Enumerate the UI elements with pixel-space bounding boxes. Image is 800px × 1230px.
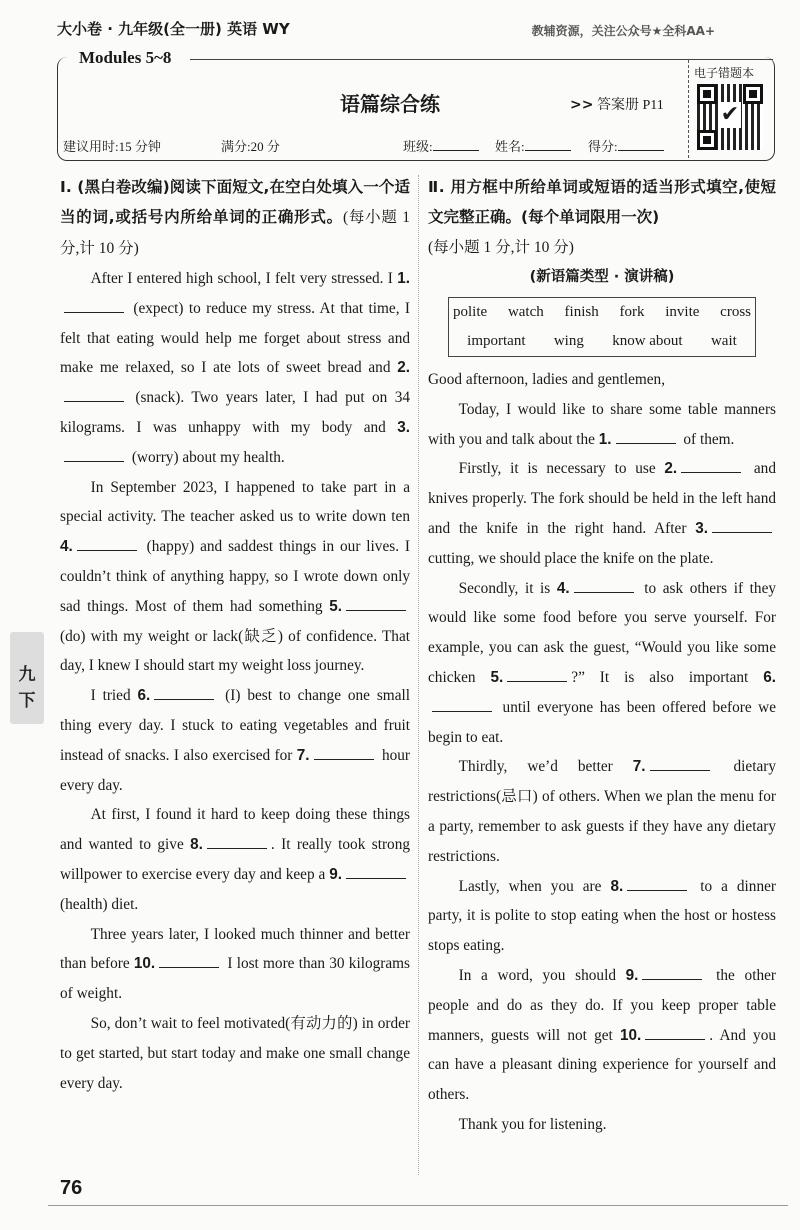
qr-finder-icon [743,84,763,104]
answer-blank[interactable] [712,518,772,533]
section-2-title: Ⅱ. 用方框中所给单词或短语的适当形式填空,使短文完整正确。(每个单词限用一次) [428,178,776,226]
blank-number: 9. [329,865,342,883]
paragraph [60,920,410,1009]
qr-label: 电子错题本 [694,66,755,80]
paragraph [428,872,776,961]
passage-text: ?” It is also important [571,668,764,686]
column-divider [418,175,419,1175]
answer-blank[interactable] [645,1025,705,1040]
passage-text: I lost more than 30 kilograms of weight. [60,955,410,1003]
answer-blank[interactable] [77,536,137,551]
full-score: 满分:20 分 [221,139,280,154]
book-title: 大小卷 · 九年级(全一册) 英语 WY [57,20,290,38]
answer-reference [570,94,664,114]
section-1 [60,172,410,1098]
passage-text: and knives properly. The fork should be held in the left hand and the knife in the right hand. After [428,460,776,537]
grade-side-tab-label: 九下 [18,665,36,711]
passage-text: Three years later, I looked much thinner and better than before [60,925,410,973]
word-bank-item: important [467,333,526,349]
passage-text: Thank you for listening. [458,1115,607,1133]
score-label: 得分: [588,139,618,154]
blank-number: 7. [296,746,310,764]
word-bank-item: finish [564,304,599,320]
word-bank-item: know about [612,333,683,349]
passage-text: to a dinner party, it is polite to stop eating when the host or hostess stops eating. [428,877,776,955]
passage-text: until everyone has been offered before we begin to eat. [428,698,776,746]
passage-text: In a word, you should [458,966,626,984]
answer-blank[interactable] [432,697,492,712]
page-number: 76 [60,1177,83,1199]
word-bank-item: polite [453,304,488,320]
name-field[interactable] [525,138,571,151]
answer-blank[interactable] [154,685,214,700]
passage-text: I tried [90,687,138,705]
unit-label: Modules 5~8 [73,48,177,68]
passage-text: cutting, we should place the knife on the plate. [428,549,714,567]
paragraph [60,264,410,473]
section-1-points: (每小题 1 分,计 10 分) [60,209,411,257]
blank-number: 6. [137,687,151,705]
passage-text: (snack). Two years later, I had put on 34 kilograms. I was unhappy with my body and [60,389,410,436]
blank-number: 5. [329,597,342,615]
passage-text: to ask others if they would like some food before you serve yourself. For example, you can ask the guest, “Would you like some chicken [428,579,777,686]
blank-number: 3. [397,418,410,436]
passage-text: hour every day. [60,746,410,794]
blank-number: 2. [397,359,410,377]
blank-number: 10. [620,1026,642,1044]
paragraph [428,961,776,1110]
blank-number: 9. [625,966,639,984]
suggested-time: 建议用时:15 分钟 [63,139,161,154]
blank-number: 5. [490,668,504,686]
banner-divider [190,59,773,60]
blank-number: 6. [763,668,776,686]
section-2-points: (每小题 1 分,计 10 分) [428,239,574,256]
passage-text: Secondly, it is [458,579,557,597]
passage-text: the other people and do as they do. If you keep proper table manners, guests will not get [428,966,776,1044]
answer-blank[interactable] [507,667,567,682]
word-bank-item: invite [665,304,700,320]
section-2-passage [428,395,776,1140]
page-title: 语篇综合练 [340,92,440,116]
answer-blank[interactable] [574,578,634,593]
qr-finder-icon [697,130,717,150]
passage-text: (happy) and saddest things in our lives. I couldn’t think of anything happy, so I wrote down only sad things. Most of them had something [60,538,410,615]
section-2-instructions [428,172,776,263]
paragraph [60,800,410,919]
passage-text: (do) with my weight or lack(缺乏) of confidence. That day, I knew I should start my weight loss journey. [60,627,410,675]
section-1-title: Ⅰ. (黑白卷改编)阅读下面短文,在空白处填入一个适当的词,或括号内所给单词的正确形式。 [60,178,410,226]
passage-text: Thirdly, we’d better [458,758,633,776]
qr-finder-icon [697,84,717,104]
paragraph [428,454,776,573]
word-bank-item: wing [553,333,584,349]
word-bank-item: cross [720,304,751,320]
word-bank-item: watch [507,304,544,320]
paragraph [428,395,776,455]
answer-blank[interactable] [681,458,741,473]
section-2 [428,172,776,1140]
passage-text: of them. [679,430,735,448]
answer-blank[interactable] [346,864,406,879]
blank-number: 10. [133,955,156,973]
blank-number: 4. [556,579,570,597]
passage-text: So, don’t wait to feel motivated(有动力的) in order to get started, but start today and make one small change every day. [60,1014,410,1092]
paragraph [428,752,776,871]
blank-number: 1. [397,270,410,287]
passage-text: . And you can have a pleasant dining experience for yourself and others. [428,1026,777,1104]
passage-text: Today, I would like to share some table manners with you and talk about the [428,400,776,448]
blank-number: 1. [598,430,612,448]
answer-blank[interactable] [207,834,267,849]
passage-text: (I) best to change one small thing every day. I stuck to eating vegetables and fruit instead of snacks. I also exercised for [60,687,410,764]
qr-divider [688,60,689,158]
answer-blank[interactable] [64,387,124,402]
answer-page: 答案册 P11 [596,98,664,113]
answer-blank[interactable] [346,596,406,611]
name-label: 姓名: [495,139,525,154]
answer-blank[interactable] [314,745,374,760]
blank-number: 7. [632,758,646,776]
blank-number: 8. [610,877,624,895]
double-chevron-icon: >> [570,97,594,113]
paragraph [60,1009,410,1098]
section-1-instructions [60,172,410,264]
paragraph [428,574,776,753]
section-1-passage [60,264,410,1098]
passage-text: (worry) about my health. [128,448,285,466]
checkmark-icon: ✔ [720,102,740,127]
paragraph [60,681,410,800]
class-label: 班级: [403,139,433,154]
footer-rule [48,1205,788,1206]
answer-blank[interactable] [616,429,676,444]
word-bank [448,297,756,357]
answer-blank[interactable] [627,876,687,891]
promo-text: 教辅资源，关注公众号★全科AA+ [531,24,715,38]
answer-blank[interactable] [650,756,710,771]
word-bank-item: wait [710,333,737,349]
passage-text: (expect) to reduce my stress. At that time, I felt that eating would help me forget about stress and make me relaxed, so I ate lots of sweet bread and [60,299,410,377]
answer-blank[interactable] [64,447,124,462]
paragraph [60,473,410,682]
passage-text: Lastly, when you are [458,877,611,895]
passage-text: dietary restrictions(忌口) of others. When we plan the menu for a party, remember to ask guests if they have any dietary restrictions. [428,758,776,865]
paragraph [428,1110,776,1140]
blank-number: 8. [190,836,203,854]
answer-blank[interactable] [642,965,702,980]
passage-text: . It really took strong willpower to exercise every day and keep a [60,836,410,883]
greeting: Good afternoon, ladies and gentlemen, [428,371,666,388]
answer-blank[interactable] [64,298,124,313]
qr-code-icon[interactable] [697,84,763,150]
class-field[interactable] [433,138,479,151]
blank-number: 3. [695,519,708,537]
section-2-subtitle: (新语篇类型 · 演讲稿) [529,269,675,285]
passage-text: After I entered high school, I felt very stressed. I [90,270,398,287]
blank-number: 4. [60,538,73,556]
answer-blank[interactable] [159,953,219,968]
passage-text: At first, I found it hard to keep doing these things and wanted to give [60,806,410,854]
blank-number: 2. [664,460,678,478]
passage-text: (health) diet. [60,895,139,913]
word-bank-item: fork [619,304,645,320]
passage-text: Firstly, it is necessary to use [458,460,665,478]
score-field[interactable] [618,138,664,151]
passage-text: In September 2023, I happened to take part in a special activity. The teacher asked us to write down ten [60,478,410,526]
